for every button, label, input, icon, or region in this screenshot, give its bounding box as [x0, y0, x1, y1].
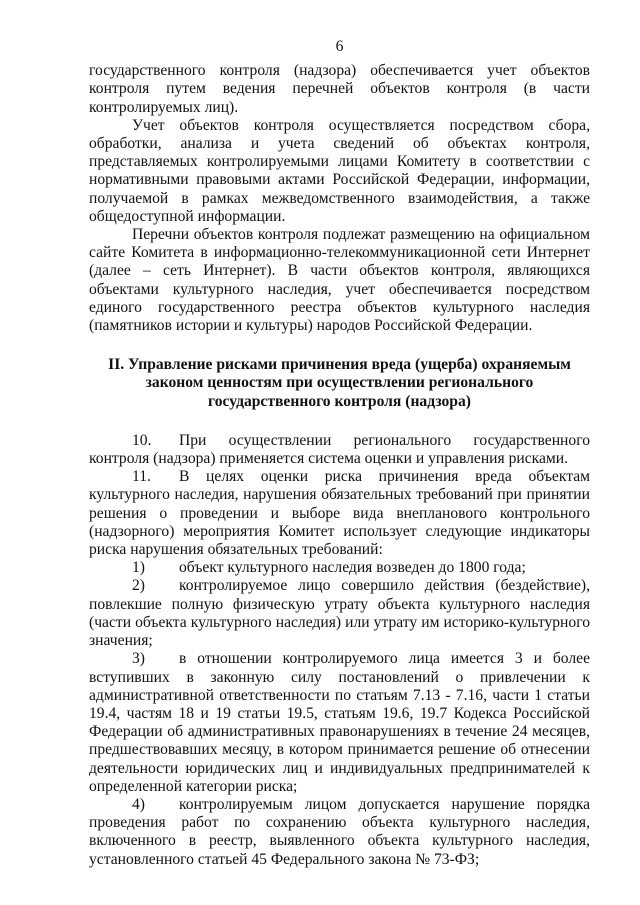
indicator-number: 4) [132, 795, 145, 813]
clause-text: При осуществлении регионального государственного контроля (надзора) применяется система оценки и управления рисками. [89, 431, 590, 468]
indicator-1 [89, 559, 590, 577]
section-heading-line-2: законом ценностям при осуществлении регионального [145, 374, 534, 392]
indicator-3 [89, 650, 590, 796]
clause-number: 11. [132, 468, 151, 486]
page-number: 6 [335, 38, 344, 55]
clause-number: 10. [132, 431, 152, 449]
indicator-text: контролируемое лицо совершило действия (бездействие), повлекшие полную физическую утрату объекта культурного наследия (части объекта культурного наследия) или утрату им историко-культурного значения; [89, 577, 590, 650]
indicator-text: объект культурного наследия возведен до 1800 года; [179, 559, 526, 577]
section-heading-line-1: II. Управление рисками причинения вреда (ущерба) охраняемым [108, 356, 571, 374]
indicator-2 [89, 577, 590, 650]
section-heading-line-3: государственного контроля (надзора) [208, 392, 471, 410]
indicator-text: контролируемым лицом допускается нарушение порядка проведения работ по сохранению объекта культурного наследия, включенного в реестр, выявленного объекта культурного наследия, установленного статьей 45 Федерального закона № 73-ФЗ; [89, 795, 590, 868]
indicator-number: 1) [132, 559, 145, 577]
paragraph-lists-publication: Перечни объектов контроля подлежат размещению на официальном сайте Комитета в информационно-телекоммуникационной сети Интернет (далее – сеть Интернет). В части объектов контроля, являющихся объектами культурного наследия, учет обеспечивается посредством единого государственного реестра объектов культурного наследия (памятников истории и культуры) народов Российской Федерации. [89, 226, 590, 335]
paragraph-continuation: государственного контроля (надзора) обеспечивается учет объектов контроля путем ведения перечней объектов контроля (в части контролируемых лиц). [89, 62, 590, 116]
paragraph-accounting: Учет объектов контроля осуществляется посредством сбора, обработки, анализа и учета сведений об объектах контроля, представляемых контролируемыми лицами Комитету в соответствии с нормативными правовыми актами Российской Федерации, информации, получаемой в рамках межведомственного взаимодействия, а также общедоступной информации. [89, 116, 590, 225]
clause-11 [89, 468, 590, 559]
indicator-4 [89, 796, 590, 869]
clause-10 [89, 432, 590, 468]
section-heading [89, 356, 590, 411]
clause-text: В целях оценки риска причинения вреда объектам культурного наследия, нарушения обязательных требований при принятии решения о проведении и выборе вида внепланового контрольного (надзорного) мероприятия Комитет использует следующие индикаторы риска нарушения обязательных требований: [89, 468, 590, 559]
indicator-number: 2) [132, 577, 145, 595]
indicator-text: в отношении контролируемого лица имеется 3 и более вступивших в законную силу постановлений о привлечении к административной ответственности по статьям 7.13 - 7.16, части 1 статьи 19.4, частям 18 и 19 статьи 19.5, статьям 19.6, 19.7 Кодекса Российской Федерации об административных правонарушениях в течение 24 месяцев, предшествовавших месяцу, в котором принимается решение об отнесении деятельности юридических лиц и индивидуальных предпринимателей к определенной категории риска; [89, 650, 590, 795]
indicator-number: 3) [132, 650, 145, 668]
